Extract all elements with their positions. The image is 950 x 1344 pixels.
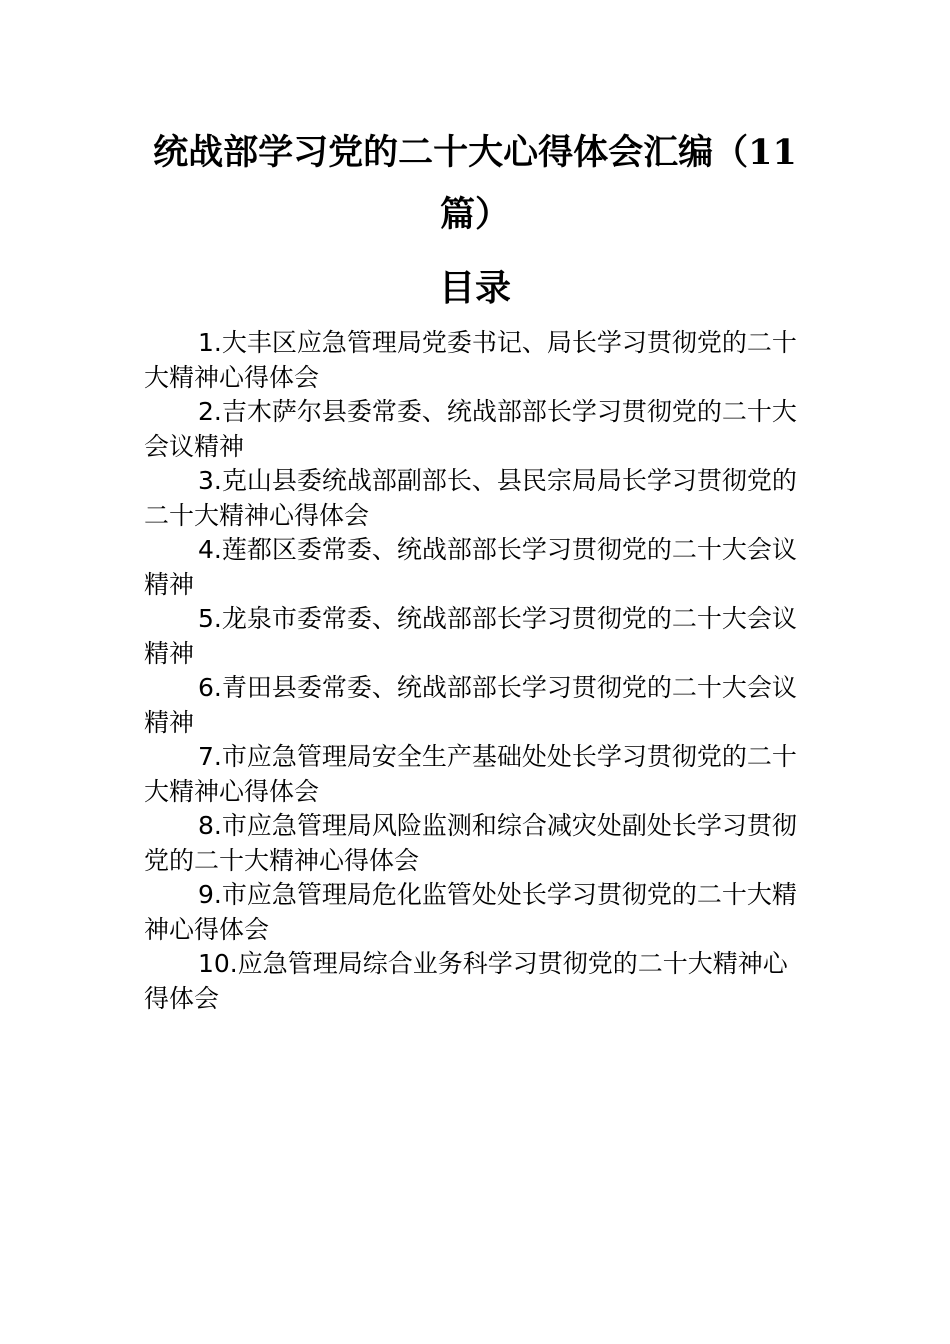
toc-item-8: 8.市应急管理局风险监测和综合减灾处副处长学习贯彻党的二十大精神心得体会 [144, 811, 797, 875]
toc-item-4: 4.莲都区委常委、统战部部长学习贯彻党的二十大会议精神 [144, 535, 797, 599]
toc-item-10: 10.应急管理局综合业务科学习贯彻党的二十大精神心得体会 [144, 949, 788, 1013]
toc-item-7: 7.市应急管理局安全生产基础处处长学习贯彻党的二十大精神心得体会 [144, 742, 797, 806]
toc-item-1: 1.大丰区应急管理局党委书记、局长学习贯彻党的二十大精神心得体会 [144, 328, 797, 392]
toc-heading: 目录 [438, 267, 511, 309]
toc-item-9: 9.市应急管理局危化监管处处长学习贯彻党的二十大精神心得体会 [144, 880, 797, 944]
toc-item-3: 3.克山县委统战部副部长、县民宗局局长学习贯彻党的二十大精神心得体会 [144, 466, 797, 530]
toc-item-5: 5.龙泉市委常委、统战部部长学习贯彻党的二十大会议精神 [144, 604, 797, 668]
toc-list [144, 326, 810, 1016]
toc-item-6: 6.青田县委常委、统战部部长学习贯彻党的二十大会议精神 [144, 673, 797, 737]
document-title: 统战部学习党的二十大心得体会汇编（11篇） [153, 132, 797, 235]
toc-item-2: 2.吉木萨尔县委常委、统战部部长学习贯彻党的二十大会议精神 [144, 397, 797, 461]
